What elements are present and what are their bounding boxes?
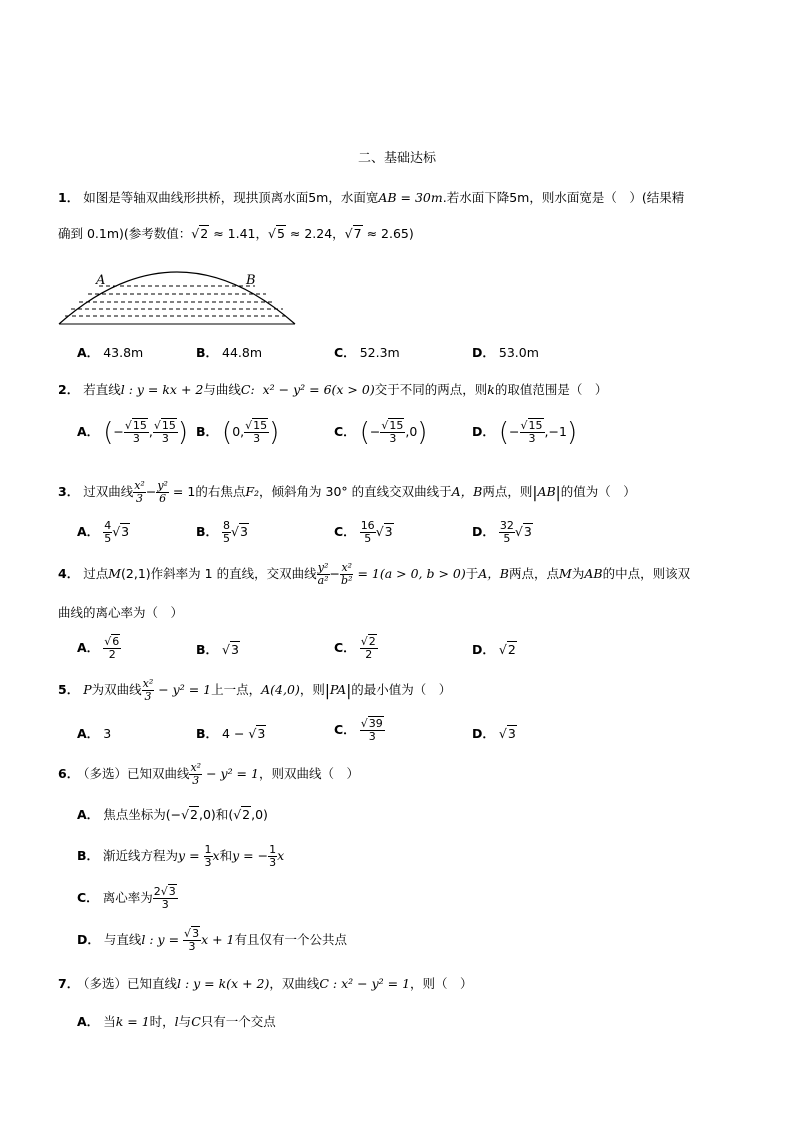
q3-option-c[interactable]: C． $\frac{16}{5}$ √3	[334, 519, 393, 545]
question-number: 1．	[58, 190, 80, 205]
question-5-stem: 5． P为双曲线 $\frac{\text{x²}}{3}$ − y² = 1上一点，A(4,0)，则|PA|的最小值为（ ）	[58, 677, 452, 703]
q2-option-a[interactable]: A． (− $\frac{√15}{3}$ , $\frac{√15}{3}$ )	[77, 417, 188, 448]
q1-option-b[interactable]: B． 44.8m	[196, 345, 263, 360]
bridge-arch-figure	[56, 258, 298, 330]
section-title: 二、基础达标	[357, 151, 436, 166]
q1-option-d[interactable]: D． 53.0m	[472, 345, 539, 360]
q1-option-a[interactable]: A． 43.8m	[77, 345, 144, 360]
q7-option-a[interactable]: A． 当k = 1时，l与C只有一个交点	[77, 1014, 276, 1029]
q4-option-b[interactable]: B． √3	[196, 642, 239, 657]
q3-option-d[interactable]: D． $\frac{32}{5}$ √3	[472, 519, 532, 545]
point-a-label: A	[96, 273, 106, 288]
q5-option-a[interactable]: A． 3	[77, 726, 112, 741]
q5-option-d[interactable]: D． √3	[472, 726, 516, 741]
q6-option-a[interactable]: A． 焦点坐标为(−√2,0)和(√2,0)	[77, 807, 268, 822]
question-3-stem: 3． 过双曲线 $\frac{\text{x²}}{3}$ − $\frac{\text{y²}}{6}$ = 1的右焦点F₂，倾斜角为 30° 的直线交双曲线于A，B两点，则|AB|的值为（ ）	[58, 479, 636, 505]
q5-option-b[interactable]: B． 4 − √3	[196, 726, 266, 741]
question-7-stem: 7． （多选）已知直线l : y = k(x + 2)，双曲线C : x² − y² = 1，则（ ）	[58, 976, 473, 991]
question-4-line-2: 曲线的离心率为（ ）	[58, 605, 184, 620]
q4-option-d[interactable]: D． √2	[472, 642, 516, 657]
sqrt-symbol: √	[191, 226, 200, 241]
q3-option-b[interactable]: B． $\frac{8}{5}$ √3	[196, 519, 248, 545]
q3-option-a[interactable]: A． $\frac{4}{5}$ √3	[77, 519, 130, 545]
q2-option-b[interactable]: B． (0, $\frac{√15}{3}$ )	[196, 417, 280, 448]
q5-option-c[interactable]: C． $\frac{√39}{3}$	[334, 717, 383, 743]
q4-option-c[interactable]: C． $\frac{√2}{2}$	[334, 635, 376, 661]
q6-option-c[interactable]: C． 离心率为 $\frac{2√3}{3}$	[77, 885, 176, 911]
q2-option-c[interactable]: C． (− $\frac{√15}{3}$ ,0)	[334, 417, 428, 448]
question-2-stem: 2． 若直线l : y = kx + 2与曲线C: x² − y² = 6(x > 0)交于不同的两点，则k的取值范围是（ ）	[58, 382, 608, 397]
question-6-stem: 6． （多选）已知双曲线 $\frac{\text{x²}}{3}$ − y² = 1，则双曲线（ ）	[58, 761, 359, 787]
q6-option-d[interactable]: D． 与直线l : y = $\frac{√3}{3}$ x + 1有且仅有一个公共点	[77, 927, 348, 953]
q4-option-a[interactable]: A． $\frac{√6}{2}$	[77, 635, 120, 661]
question-1-line-2: 确到 0.1m)(参考数值：√2 ≈ 1.41，√5 ≈ 2.24，√7 ≈ 2.65)	[58, 226, 414, 241]
question-4-line-1: 4． 过点M(2,1)作斜率为 1 的直线，交双曲线 $\frac{\text{y²}}{\text{a²}}$ − $\frac{\text{x²}}{\text{b²}}$ = 1(a > 0, b > 0)于A，B两点，点M为AB的中点，则该双	[58, 561, 691, 587]
q1-option-c[interactable]: C． 52.3m	[334, 345, 400, 360]
question-1-line-1: 1． 如图是等轴双曲线形拱桥，现拱顶离水面5m，水面宽AB = 30m.若水面下降5m，则水面宽是（ ）(结果精	[58, 190, 685, 205]
q6-option-b[interactable]: B． 渐近线方程为y = $\frac{1}{3}$ x和y = − $\frac{1}{3}$ x	[77, 843, 285, 869]
point-b-label: B	[246, 273, 256, 288]
q2-option-d[interactable]: D． (− $\frac{√15}{3}$ ,−1)	[472, 417, 578, 448]
